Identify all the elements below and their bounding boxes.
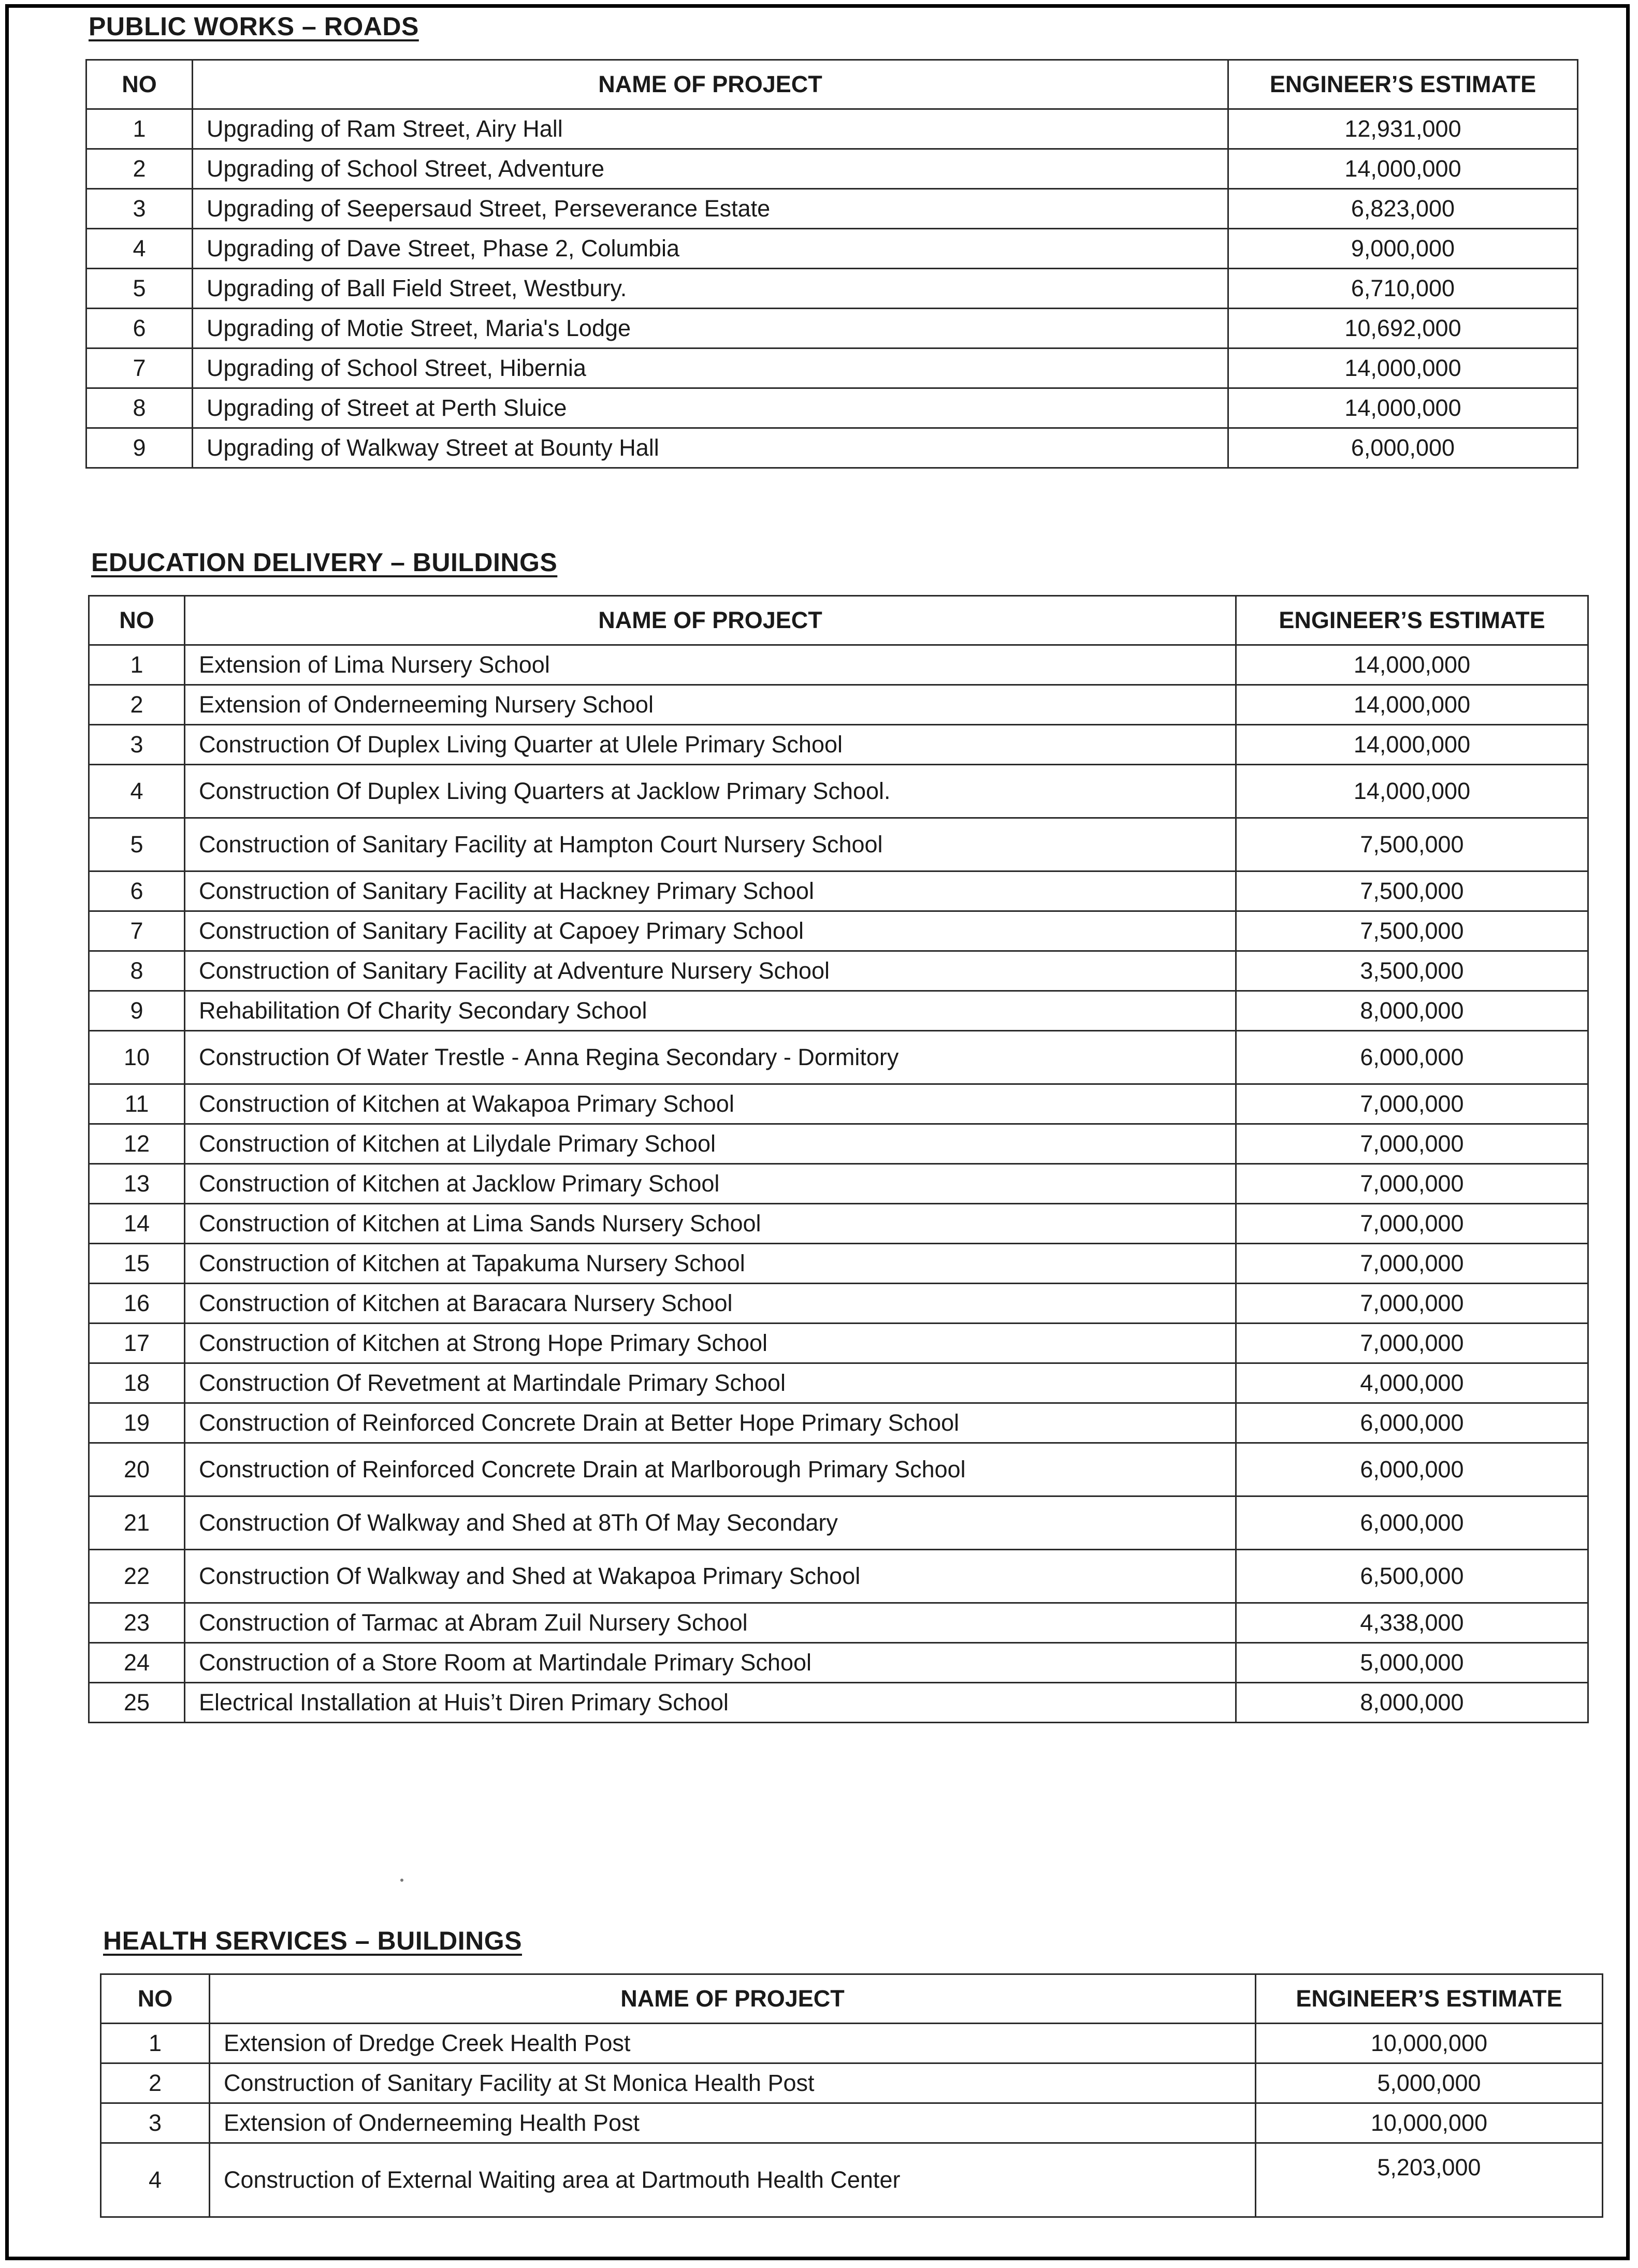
table-row	[89, 911, 1588, 951]
row-estimate: 14,000,000	[1228, 388, 1578, 428]
row-no: 24	[89, 1643, 185, 1683]
row-name: Upgrading of Street at Perth Sluice	[193, 388, 1228, 428]
header-no: NO	[89, 596, 185, 645]
education-delivery-section	[88, 547, 1589, 1723]
stray-mark	[400, 1879, 403, 1882]
row-no: 1	[101, 2024, 210, 2063]
row-name: Construction of Sanitary Facility at St Monica Health Post	[210, 2063, 1256, 2103]
row-no: 21	[89, 1496, 185, 1550]
row-estimate: 5,000,000	[1236, 1643, 1588, 1683]
row-no: 10	[89, 1031, 185, 1084]
table-row	[89, 991, 1588, 1031]
row-no: 2	[89, 685, 185, 725]
row-no: 15	[89, 1244, 185, 1284]
row-estimate: 3,500,000	[1236, 951, 1588, 991]
table-row	[89, 725, 1588, 765]
header-estimate: ENGINEER’S ESTIMATE	[1236, 596, 1588, 645]
row-no: 12	[89, 1124, 185, 1164]
row-no: 5	[89, 818, 185, 871]
row-estimate: 14,000,000	[1236, 645, 1588, 685]
header-estimate: ENGINEER’S ESTIMATE	[1228, 60, 1578, 109]
row-no: 19	[89, 1403, 185, 1443]
table-row	[89, 1643, 1588, 1683]
row-estimate: 6,000,000	[1236, 1403, 1588, 1443]
row-name: Upgrading of School Street, Adventure	[193, 149, 1228, 189]
table-row	[89, 951, 1588, 991]
row-no: 9	[86, 428, 193, 468]
row-name: Construction Of Water Trestle - Anna Regina Secondary - Dormitory	[185, 1031, 1236, 1084]
row-name: Construction Of Duplex Living Quarter at Ulele Primary School	[185, 725, 1236, 765]
row-name: Construction of Sanitary Facility at Capoey Primary School	[185, 911, 1236, 951]
row-name: Upgrading of Ram Street, Airy Hall	[193, 109, 1228, 149]
table-row	[89, 871, 1588, 911]
table-row	[86, 149, 1578, 189]
table-header-row	[86, 60, 1578, 109]
table-row	[101, 2024, 1603, 2063]
table-row	[101, 2063, 1603, 2103]
table-row	[89, 685, 1588, 725]
row-estimate: 14,000,000	[1236, 685, 1588, 725]
table-row	[89, 765, 1588, 818]
row-name: Extension of Lima Nursery School	[185, 645, 1236, 685]
header-estimate: ENGINEER’S ESTIMATE	[1256, 1974, 1603, 2024]
row-name: Construction Of Walkway and Shed at 8Th Of May Secondary	[185, 1496, 1236, 1550]
row-estimate: 5,203,000	[1256, 2143, 1603, 2217]
row-estimate: 10,000,000	[1256, 2024, 1603, 2063]
row-no: 4	[101, 2143, 210, 2217]
row-no: 1	[89, 645, 185, 685]
row-no: 6	[89, 871, 185, 911]
table-row	[89, 1164, 1588, 1204]
table-row	[86, 229, 1578, 269]
projects-table	[88, 595, 1589, 1723]
row-estimate: 6,000,000	[1236, 1031, 1588, 1084]
row-name: Upgrading of School Street, Hibernia	[193, 348, 1228, 388]
table-row	[86, 189, 1578, 229]
row-no: 14	[89, 1204, 185, 1244]
row-name: Upgrading of Walkway Street at Bounty Hall	[193, 428, 1228, 468]
table-row	[89, 1403, 1588, 1443]
table-row	[101, 2103, 1603, 2143]
row-name: Electrical Installation at Huis’t Diren Primary School	[185, 1683, 1236, 1723]
row-no: 23	[89, 1603, 185, 1643]
row-name: Construction Of Duplex Living Quarters at Jacklow Primary School.	[185, 765, 1236, 818]
row-no: 2	[101, 2063, 210, 2103]
row-estimate: 7,500,000	[1236, 911, 1588, 951]
row-no: 16	[89, 1284, 185, 1324]
row-estimate: 14,000,000	[1236, 765, 1588, 818]
row-name: Upgrading of Motie Street, Maria's Lodge	[193, 309, 1228, 348]
row-no: 8	[86, 388, 193, 428]
header-no: NO	[101, 1974, 210, 2024]
row-name: Upgrading of Seepersaud Street, Perseverance Estate	[193, 189, 1228, 229]
row-no: 7	[86, 348, 193, 388]
table-row	[86, 309, 1578, 348]
row-estimate: 4,338,000	[1236, 1603, 1588, 1643]
row-estimate: 14,000,000	[1236, 725, 1588, 765]
table-row	[86, 388, 1578, 428]
table-row	[89, 1603, 1588, 1643]
row-no: 17	[89, 1324, 185, 1363]
row-estimate: 7,000,000	[1236, 1244, 1588, 1284]
row-no: 25	[89, 1683, 185, 1723]
row-name: Extension of Dredge Creek Health Post	[210, 2024, 1256, 2063]
table-row	[89, 1284, 1588, 1324]
row-name: Construction of Reinforced Concrete Drain at Better Hope Primary School	[185, 1403, 1236, 1443]
row-no: 4	[89, 765, 185, 818]
row-no: 6	[86, 309, 193, 348]
projects-table	[85, 59, 1578, 469]
row-name: Upgrading of Dave Street, Phase 2, Columbia	[193, 229, 1228, 269]
row-name: Construction of a Store Room at Martindale Primary School	[185, 1643, 1236, 1683]
table-row	[89, 1324, 1588, 1363]
row-no: 2	[86, 149, 193, 189]
row-no: 8	[89, 951, 185, 991]
public-works-section	[85, 11, 1578, 469]
row-name: Construction of Reinforced Concrete Drain at Marlborough Primary School	[185, 1443, 1236, 1496]
row-name: Construction Of Walkway and Shed at Wakapoa Primary School	[185, 1550, 1236, 1603]
row-no: 18	[89, 1363, 185, 1403]
row-estimate: 4,000,000	[1236, 1363, 1588, 1403]
row-estimate: 7,500,000	[1236, 871, 1588, 911]
row-name: Construction of Sanitary Facility at Hackney Primary School	[185, 871, 1236, 911]
row-estimate: 7,000,000	[1236, 1124, 1588, 1164]
projects-table	[100, 1973, 1603, 2218]
row-name: Extension of Onderneeming Nursery School	[185, 685, 1236, 725]
row-estimate: 7,500,000	[1236, 818, 1588, 871]
table-row	[89, 1124, 1588, 1164]
row-estimate: 9,000,000	[1228, 229, 1578, 269]
row-no: 3	[86, 189, 193, 229]
row-name: Construction of Kitchen at Lilydale Primary School	[185, 1124, 1236, 1164]
row-estimate: 10,692,000	[1228, 309, 1578, 348]
row-estimate: 8,000,000	[1236, 1683, 1588, 1723]
table-row	[89, 1031, 1588, 1084]
table-row	[86, 269, 1578, 309]
table-row	[89, 818, 1588, 871]
row-name: Upgrading of Ball Field Street, Westbury.	[193, 269, 1228, 309]
table-row	[101, 2143, 1603, 2217]
table-row	[89, 1363, 1588, 1403]
row-estimate: 6,000,000	[1236, 1443, 1588, 1496]
row-name: Construction of Tarmac at Abram Zuil Nursery School	[185, 1603, 1236, 1643]
row-estimate: 14,000,000	[1228, 149, 1578, 189]
header-name: NAME OF PROJECT	[210, 1974, 1256, 2024]
row-estimate: 7,000,000	[1236, 1204, 1588, 1244]
header-name: NAME OF PROJECT	[185, 596, 1236, 645]
row-no: 4	[86, 229, 193, 269]
row-name: Construction Of Revetment at Martindale Primary School	[185, 1363, 1236, 1403]
row-estimate: 7,000,000	[1236, 1084, 1588, 1124]
header-name: NAME OF PROJECT	[193, 60, 1228, 109]
table-row	[89, 1244, 1588, 1284]
table-row	[89, 1683, 1588, 1723]
table-row	[89, 1443, 1588, 1496]
row-name: Construction of Sanitary Facility at Hampton Court Nursery School	[185, 818, 1236, 871]
table-row	[86, 109, 1578, 149]
row-name: Construction of External Waiting area at Dartmouth Health Center	[210, 2143, 1256, 2217]
row-estimate: 6,710,000	[1228, 269, 1578, 309]
row-no: 3	[101, 2103, 210, 2143]
table-row	[89, 1550, 1588, 1603]
row-estimate: 8,000,000	[1236, 991, 1588, 1031]
header-no: NO	[86, 60, 193, 109]
row-name: Construction of Kitchen at Wakapoa Primary School	[185, 1084, 1236, 1124]
row-no: 22	[89, 1550, 185, 1603]
row-name: Construction of Kitchen at Jacklow Primary School	[185, 1164, 1236, 1204]
row-estimate: 14,000,000	[1228, 348, 1578, 388]
row-no: 13	[89, 1164, 185, 1204]
section-heading: EDUCATION DELIVERY – BUILDINGS	[91, 548, 558, 577]
row-no: 11	[89, 1084, 185, 1124]
row-name: Rehabilitation Of Charity Secondary School	[185, 991, 1236, 1031]
row-estimate: 5,000,000	[1256, 2063, 1603, 2103]
row-estimate: 6,500,000	[1236, 1550, 1588, 1603]
row-name: Construction of Kitchen at Tapakuma Nursery School	[185, 1244, 1236, 1284]
table-row	[89, 1084, 1588, 1124]
section-heading: HEALTH SERVICES – BUILDINGS	[103, 1926, 522, 1955]
table-header-row	[89, 596, 1588, 645]
row-name: Construction of Kitchen at Strong Hope Primary School	[185, 1324, 1236, 1363]
row-name: Construction of Sanitary Facility at Adventure Nursery School	[185, 951, 1236, 991]
row-estimate: 6,000,000	[1236, 1496, 1588, 1550]
row-no: 1	[86, 109, 193, 149]
row-name: Construction of Kitchen at Lima Sands Nursery School	[185, 1204, 1236, 1244]
table-row	[86, 348, 1578, 388]
row-estimate: 10,000,000	[1256, 2103, 1603, 2143]
table-row	[89, 645, 1588, 685]
health-services-section	[100, 1926, 1603, 2218]
row-no: 3	[89, 725, 185, 765]
row-name: Extension of Onderneeming Health Post	[210, 2103, 1256, 2143]
row-estimate: 7,000,000	[1236, 1164, 1588, 1204]
table-row	[89, 1204, 1588, 1244]
row-estimate: 12,931,000	[1228, 109, 1578, 149]
row-estimate: 6,000,000	[1228, 428, 1578, 468]
row-no: 20	[89, 1443, 185, 1496]
table-row	[86, 428, 1578, 468]
row-no: 9	[89, 991, 185, 1031]
row-name: Construction of Kitchen at Baracara Nursery School	[185, 1284, 1236, 1324]
row-estimate: 6,823,000	[1228, 189, 1578, 229]
table-header-row	[101, 1974, 1603, 2024]
row-no: 7	[89, 911, 185, 951]
section-heading: PUBLIC WORKS – ROADS	[89, 12, 419, 41]
row-estimate: 7,000,000	[1236, 1324, 1588, 1363]
row-no: 5	[86, 269, 193, 309]
row-estimate: 7,000,000	[1236, 1284, 1588, 1324]
table-row	[89, 1496, 1588, 1550]
